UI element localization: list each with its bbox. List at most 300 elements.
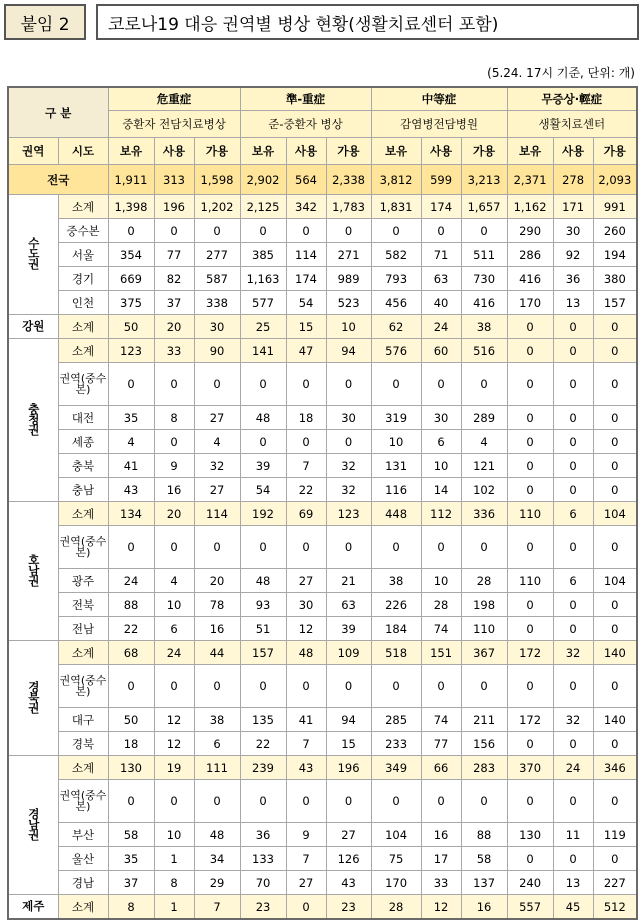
cell-value: 10 bbox=[371, 430, 421, 454]
cell-value: 0 bbox=[507, 526, 553, 569]
cell-value: 11 bbox=[553, 823, 593, 847]
cell-value: 196 bbox=[154, 195, 194, 219]
bed-status-table bbox=[7, 86, 638, 920]
col-header-boyu: 보유 bbox=[108, 138, 154, 165]
cell-value: 110 bbox=[507, 569, 553, 593]
cell-value: 0 bbox=[421, 363, 461, 406]
cell-value: 39 bbox=[326, 617, 371, 641]
group-subtitle: 생활치료센터 bbox=[507, 111, 637, 138]
cell-value: 0 bbox=[593, 430, 637, 454]
cell-value: 157 bbox=[593, 291, 637, 315]
cell-value: 576 bbox=[371, 339, 421, 363]
region-name bbox=[8, 502, 58, 641]
cell-value: 0 bbox=[593, 363, 637, 406]
cell-value: 8 bbox=[154, 871, 194, 895]
cell-value: 36 bbox=[240, 823, 286, 847]
region-name-text: 강원 bbox=[22, 319, 45, 333]
cell-value: 69 bbox=[286, 502, 326, 526]
cell-value: 0 bbox=[507, 478, 553, 502]
cell-value: 1,202 bbox=[194, 195, 240, 219]
cell-value: 121 bbox=[461, 454, 507, 478]
cell-value: 516 bbox=[461, 339, 507, 363]
cell-value: 669 bbox=[108, 267, 154, 291]
cell-value: 116 bbox=[371, 478, 421, 502]
sido-label: 전북 bbox=[58, 593, 108, 617]
cell-value: 172 bbox=[507, 641, 553, 665]
table-row bbox=[8, 526, 637, 569]
cell-value: 32 bbox=[553, 641, 593, 665]
cell-value: 30 bbox=[286, 593, 326, 617]
cell-value: 140 bbox=[593, 708, 637, 732]
col-header-sayong: 사용 bbox=[154, 138, 194, 165]
national-value: 564 bbox=[286, 165, 326, 195]
cell-value: 63 bbox=[326, 593, 371, 617]
cell-value: 32 bbox=[326, 454, 371, 478]
table-row bbox=[8, 267, 637, 291]
cell-value: 32 bbox=[194, 454, 240, 478]
national-label: 전국 bbox=[8, 165, 108, 195]
cell-value: 289 bbox=[461, 406, 507, 430]
cell-value: 74 bbox=[421, 708, 461, 732]
document-title: 코로나19 대응 권역별 병상 현황(생활치료센터 포함) bbox=[96, 4, 639, 40]
cell-value: 416 bbox=[461, 291, 507, 315]
sido-label: 광주 bbox=[58, 569, 108, 593]
cell-value: 38 bbox=[371, 569, 421, 593]
cell-value: 19 bbox=[154, 756, 194, 780]
cell-value: 1,162 bbox=[507, 195, 553, 219]
cell-value: 370 bbox=[507, 756, 553, 780]
cell-value: 104 bbox=[371, 823, 421, 847]
cell-value: 0 bbox=[240, 780, 286, 823]
national-value: 2,902 bbox=[240, 165, 286, 195]
cell-value: 23 bbox=[240, 895, 286, 920]
cell-value: 0 bbox=[154, 430, 194, 454]
cell-value: 0 bbox=[593, 526, 637, 569]
cell-value: 233 bbox=[371, 732, 421, 756]
col-header-gayong: 가용 bbox=[194, 138, 240, 165]
cell-value: 285 bbox=[371, 708, 421, 732]
cell-value: 16 bbox=[421, 823, 461, 847]
cell-value: 6 bbox=[194, 732, 240, 756]
cell-value: 523 bbox=[326, 291, 371, 315]
cell-value: 456 bbox=[371, 291, 421, 315]
col-header-gayong: 가용 bbox=[326, 138, 371, 165]
sido-label: 소계 bbox=[58, 641, 108, 665]
cell-value: 0 bbox=[108, 219, 154, 243]
cell-value: 0 bbox=[154, 780, 194, 823]
cell-value: 0 bbox=[461, 665, 507, 708]
cell-value: 110 bbox=[461, 617, 507, 641]
cell-value: 77 bbox=[154, 243, 194, 267]
cell-value: 12 bbox=[154, 732, 194, 756]
cell-value: 88 bbox=[461, 823, 507, 847]
cell-value: 6 bbox=[421, 430, 461, 454]
cell-value: 27 bbox=[286, 871, 326, 895]
cell-value: 557 bbox=[507, 895, 553, 920]
cell-value: 416 bbox=[507, 267, 553, 291]
cell-value: 0 bbox=[326, 430, 371, 454]
cell-value: 82 bbox=[154, 267, 194, 291]
cell-value: 48 bbox=[240, 569, 286, 593]
cell-value: 111 bbox=[194, 756, 240, 780]
cell-value: 140 bbox=[593, 641, 637, 665]
cell-value: 0 bbox=[194, 665, 240, 708]
cell-value: 239 bbox=[240, 756, 286, 780]
header-gubun: 구 분 bbox=[8, 87, 108, 138]
cell-value: 354 bbox=[108, 243, 154, 267]
cell-value: 0 bbox=[194, 219, 240, 243]
sido-label: 소계 bbox=[58, 339, 108, 363]
group-name: 무증상·輕症 bbox=[507, 87, 637, 111]
table-row bbox=[8, 502, 637, 526]
cell-value: 9 bbox=[154, 454, 194, 478]
table-row bbox=[8, 339, 637, 363]
cell-value: 192 bbox=[240, 502, 286, 526]
cell-value: 94 bbox=[326, 339, 371, 363]
sido-label: 울산 bbox=[58, 847, 108, 871]
sido-label: 소계 bbox=[58, 756, 108, 780]
cell-value: 0 bbox=[154, 363, 194, 406]
cell-value: 23 bbox=[326, 895, 371, 920]
sido-label: 경북 bbox=[58, 732, 108, 756]
group-name: 準-重症 bbox=[240, 87, 371, 111]
cell-value: 991 bbox=[593, 195, 637, 219]
cell-value: 74 bbox=[421, 617, 461, 641]
cell-value: 17 bbox=[421, 847, 461, 871]
cell-value: 0 bbox=[371, 665, 421, 708]
cell-value: 0 bbox=[593, 406, 637, 430]
cell-value: 48 bbox=[194, 823, 240, 847]
national-value: 1,911 bbox=[108, 165, 154, 195]
cell-value: 226 bbox=[371, 593, 421, 617]
cell-value: 793 bbox=[371, 267, 421, 291]
cell-value: 41 bbox=[108, 454, 154, 478]
cell-value: 131 bbox=[371, 454, 421, 478]
cell-value: 51 bbox=[240, 617, 286, 641]
table-row bbox=[8, 617, 637, 641]
sido-label: 중수본 bbox=[58, 219, 108, 243]
cell-value: 0 bbox=[108, 665, 154, 708]
cell-value: 6 bbox=[553, 569, 593, 593]
cell-value: 48 bbox=[286, 641, 326, 665]
cell-value: 0 bbox=[421, 219, 461, 243]
cell-value: 21 bbox=[326, 569, 371, 593]
sido-label: 충남 bbox=[58, 478, 108, 502]
cell-value: 43 bbox=[108, 478, 154, 502]
cell-value: 0 bbox=[593, 315, 637, 339]
cell-value: 0 bbox=[507, 665, 553, 708]
table-row bbox=[8, 291, 637, 315]
cell-value: 172 bbox=[507, 708, 553, 732]
cell-value: 0 bbox=[240, 219, 286, 243]
sido-label: 서울 bbox=[58, 243, 108, 267]
cell-value: 0 bbox=[553, 363, 593, 406]
cell-value: 54 bbox=[286, 291, 326, 315]
cell-value: 58 bbox=[108, 823, 154, 847]
cell-value: 1,163 bbox=[240, 267, 286, 291]
cell-value: 0 bbox=[593, 454, 637, 478]
cell-value: 1,398 bbox=[108, 195, 154, 219]
cell-value: 151 bbox=[421, 641, 461, 665]
cell-value: 227 bbox=[593, 871, 637, 895]
cell-value: 92 bbox=[553, 243, 593, 267]
table-row bbox=[8, 195, 637, 219]
sido-label: 경남 bbox=[58, 871, 108, 895]
cell-value: 1,783 bbox=[326, 195, 371, 219]
cell-value: 0 bbox=[286, 780, 326, 823]
sido-label: 소계 bbox=[58, 195, 108, 219]
table-row bbox=[8, 708, 637, 732]
cell-value: 20 bbox=[154, 315, 194, 339]
cell-value: 32 bbox=[326, 478, 371, 502]
cell-value: 511 bbox=[461, 243, 507, 267]
cell-value: 134 bbox=[108, 502, 154, 526]
cell-value: 50 bbox=[108, 708, 154, 732]
cell-value: 171 bbox=[553, 195, 593, 219]
cell-value: 0 bbox=[553, 406, 593, 430]
cell-value: 0 bbox=[421, 780, 461, 823]
cell-value: 349 bbox=[371, 756, 421, 780]
cell-value: 194 bbox=[593, 243, 637, 267]
cell-value: 40 bbox=[421, 291, 461, 315]
table-row bbox=[8, 478, 637, 502]
cell-value: 39 bbox=[240, 454, 286, 478]
cell-value: 0 bbox=[371, 219, 421, 243]
cell-value: 88 bbox=[108, 593, 154, 617]
col-header-boyu: 보유 bbox=[507, 138, 553, 165]
cell-value: 0 bbox=[593, 478, 637, 502]
cell-value: 27 bbox=[326, 823, 371, 847]
cell-value: 0 bbox=[194, 780, 240, 823]
region-name-text: 경북권 bbox=[26, 680, 41, 713]
cell-value: 448 bbox=[371, 502, 421, 526]
table-row bbox=[8, 847, 637, 871]
cell-value: 240 bbox=[507, 871, 553, 895]
cell-value: 0 bbox=[371, 526, 421, 569]
cell-value: 0 bbox=[507, 732, 553, 756]
cell-value: 211 bbox=[461, 708, 507, 732]
region-name bbox=[8, 641, 58, 756]
cell-value: 94 bbox=[326, 708, 371, 732]
cell-value: 16 bbox=[154, 478, 194, 502]
cell-value: 0 bbox=[108, 363, 154, 406]
cell-value: 170 bbox=[507, 291, 553, 315]
sido-label: 소계 bbox=[58, 315, 108, 339]
cell-value: 1,831 bbox=[371, 195, 421, 219]
region-name-text: 수도권 bbox=[26, 237, 41, 269]
cell-value: 9 bbox=[286, 823, 326, 847]
cell-value: 0 bbox=[553, 315, 593, 339]
cell-value: 16 bbox=[194, 617, 240, 641]
cell-value: 10 bbox=[154, 593, 194, 617]
cell-value: 0 bbox=[154, 219, 194, 243]
cell-value: 0 bbox=[194, 526, 240, 569]
cell-value: 0 bbox=[461, 780, 507, 823]
cell-value: 30 bbox=[553, 219, 593, 243]
cell-value: 0 bbox=[194, 363, 240, 406]
cell-value: 6 bbox=[553, 502, 593, 526]
cell-value: 0 bbox=[371, 363, 421, 406]
sido-label: 인천 bbox=[58, 291, 108, 315]
cell-value: 133 bbox=[240, 847, 286, 871]
cell-value: 375 bbox=[108, 291, 154, 315]
cell-value: 0 bbox=[286, 895, 326, 920]
cell-value: 4 bbox=[154, 569, 194, 593]
cell-value: 4 bbox=[108, 430, 154, 454]
sido-label: 권역(중수본) bbox=[58, 665, 108, 708]
cell-value: 36 bbox=[553, 267, 593, 291]
cell-value: 114 bbox=[194, 502, 240, 526]
table-row bbox=[8, 430, 637, 454]
cell-value: 35 bbox=[108, 847, 154, 871]
cell-value: 0 bbox=[461, 526, 507, 569]
cell-value: 38 bbox=[461, 315, 507, 339]
cell-value: 198 bbox=[461, 593, 507, 617]
cell-value: 75 bbox=[371, 847, 421, 871]
cell-value: 0 bbox=[286, 526, 326, 569]
cell-value: 0 bbox=[507, 617, 553, 641]
sido-label: 대구 bbox=[58, 708, 108, 732]
cell-value: 0 bbox=[240, 363, 286, 406]
cell-value: 13 bbox=[553, 871, 593, 895]
cell-value: 7 bbox=[286, 847, 326, 871]
cell-value: 62 bbox=[371, 315, 421, 339]
cell-value: 277 bbox=[194, 243, 240, 267]
cell-value: 1,657 bbox=[461, 195, 507, 219]
cell-value: 37 bbox=[108, 871, 154, 895]
cell-value: 156 bbox=[461, 732, 507, 756]
table-row bbox=[8, 593, 637, 617]
cell-value: 8 bbox=[108, 895, 154, 920]
col-header-sayong: 사용 bbox=[286, 138, 326, 165]
cell-value: 43 bbox=[286, 756, 326, 780]
cell-value: 0 bbox=[593, 617, 637, 641]
col-header-boyu: 보유 bbox=[371, 138, 421, 165]
cell-value: 0 bbox=[553, 339, 593, 363]
cell-value: 13 bbox=[553, 291, 593, 315]
cell-value: 1 bbox=[154, 895, 194, 920]
cell-value: 28 bbox=[461, 569, 507, 593]
cell-value: 290 bbox=[507, 219, 553, 243]
cell-value: 70 bbox=[240, 871, 286, 895]
cell-value: 0 bbox=[553, 593, 593, 617]
cell-value: 184 bbox=[371, 617, 421, 641]
cell-value: 104 bbox=[593, 569, 637, 593]
cell-value: 130 bbox=[507, 823, 553, 847]
cell-value: 346 bbox=[593, 756, 637, 780]
cell-value: 0 bbox=[326, 526, 371, 569]
cell-value: 24 bbox=[421, 315, 461, 339]
cell-value: 28 bbox=[371, 895, 421, 920]
cell-value: 38 bbox=[194, 708, 240, 732]
cell-value: 114 bbox=[286, 243, 326, 267]
cell-value: 385 bbox=[240, 243, 286, 267]
cell-value: 24 bbox=[108, 569, 154, 593]
cell-value: 577 bbox=[240, 291, 286, 315]
cell-value: 0 bbox=[593, 780, 637, 823]
cell-value: 20 bbox=[194, 569, 240, 593]
table-row bbox=[8, 363, 637, 406]
sido-label: 권역(중수본) bbox=[58, 363, 108, 406]
cell-value: 0 bbox=[553, 617, 593, 641]
cell-value: 18 bbox=[286, 406, 326, 430]
cell-value: 0 bbox=[593, 339, 637, 363]
cell-value: 0 bbox=[108, 526, 154, 569]
cell-value: 135 bbox=[240, 708, 286, 732]
cell-value: 10 bbox=[421, 569, 461, 593]
cell-value: 24 bbox=[553, 756, 593, 780]
cell-value: 260 bbox=[593, 219, 637, 243]
region-name-text: 제주 bbox=[22, 899, 45, 913]
cell-value: 41 bbox=[286, 708, 326, 732]
cell-value: 380 bbox=[593, 267, 637, 291]
cell-value: 30 bbox=[421, 406, 461, 430]
cell-value: 6 bbox=[154, 617, 194, 641]
region-name bbox=[8, 339, 58, 502]
cell-value: 66 bbox=[421, 756, 461, 780]
col-header-sayong: 사용 bbox=[421, 138, 461, 165]
cell-value: 123 bbox=[326, 502, 371, 526]
cell-value: 7 bbox=[286, 454, 326, 478]
cell-value: 0 bbox=[326, 219, 371, 243]
cell-value: 109 bbox=[326, 641, 371, 665]
cell-value: 8 bbox=[154, 406, 194, 430]
cell-value: 20 bbox=[154, 502, 194, 526]
cell-value: 48 bbox=[240, 406, 286, 430]
cell-value: 7 bbox=[194, 895, 240, 920]
cell-value: 0 bbox=[240, 665, 286, 708]
cell-value: 587 bbox=[194, 267, 240, 291]
sido-label: 부산 bbox=[58, 823, 108, 847]
cell-value: 126 bbox=[326, 847, 371, 871]
sido-label: 권역(중수본) bbox=[58, 526, 108, 569]
cell-value: 0 bbox=[553, 526, 593, 569]
table-row bbox=[8, 315, 637, 339]
cell-value: 4 bbox=[461, 430, 507, 454]
cell-value: 25 bbox=[240, 315, 286, 339]
cell-value: 0 bbox=[240, 430, 286, 454]
group-name: 中等症 bbox=[371, 87, 507, 111]
col-header-sayong: 사용 bbox=[553, 138, 593, 165]
cell-value: 0 bbox=[326, 363, 371, 406]
cell-value: 283 bbox=[461, 756, 507, 780]
cell-value: 34 bbox=[194, 847, 240, 871]
cell-value: 0 bbox=[593, 732, 637, 756]
cell-value: 4 bbox=[194, 430, 240, 454]
cell-value: 0 bbox=[507, 406, 553, 430]
cell-value: 77 bbox=[421, 732, 461, 756]
cell-value: 0 bbox=[507, 593, 553, 617]
national-value: 2,093 bbox=[593, 165, 637, 195]
cell-value: 32 bbox=[553, 708, 593, 732]
table-row bbox=[8, 732, 637, 756]
cell-value: 33 bbox=[421, 871, 461, 895]
cell-value: 1 bbox=[154, 847, 194, 871]
cell-value: 14 bbox=[421, 478, 461, 502]
cell-value: 104 bbox=[593, 502, 637, 526]
cell-value: 174 bbox=[286, 267, 326, 291]
group-subtitle: 감염병전담병원 bbox=[371, 111, 507, 138]
cell-value: 63 bbox=[421, 267, 461, 291]
cell-value: 18 bbox=[108, 732, 154, 756]
table-row bbox=[8, 823, 637, 847]
cell-value: 10 bbox=[326, 315, 371, 339]
cell-value: 29 bbox=[194, 871, 240, 895]
sido-label: 경기 bbox=[58, 267, 108, 291]
cell-value: 10 bbox=[421, 454, 461, 478]
cell-value: 137 bbox=[461, 871, 507, 895]
cell-value: 68 bbox=[108, 641, 154, 665]
